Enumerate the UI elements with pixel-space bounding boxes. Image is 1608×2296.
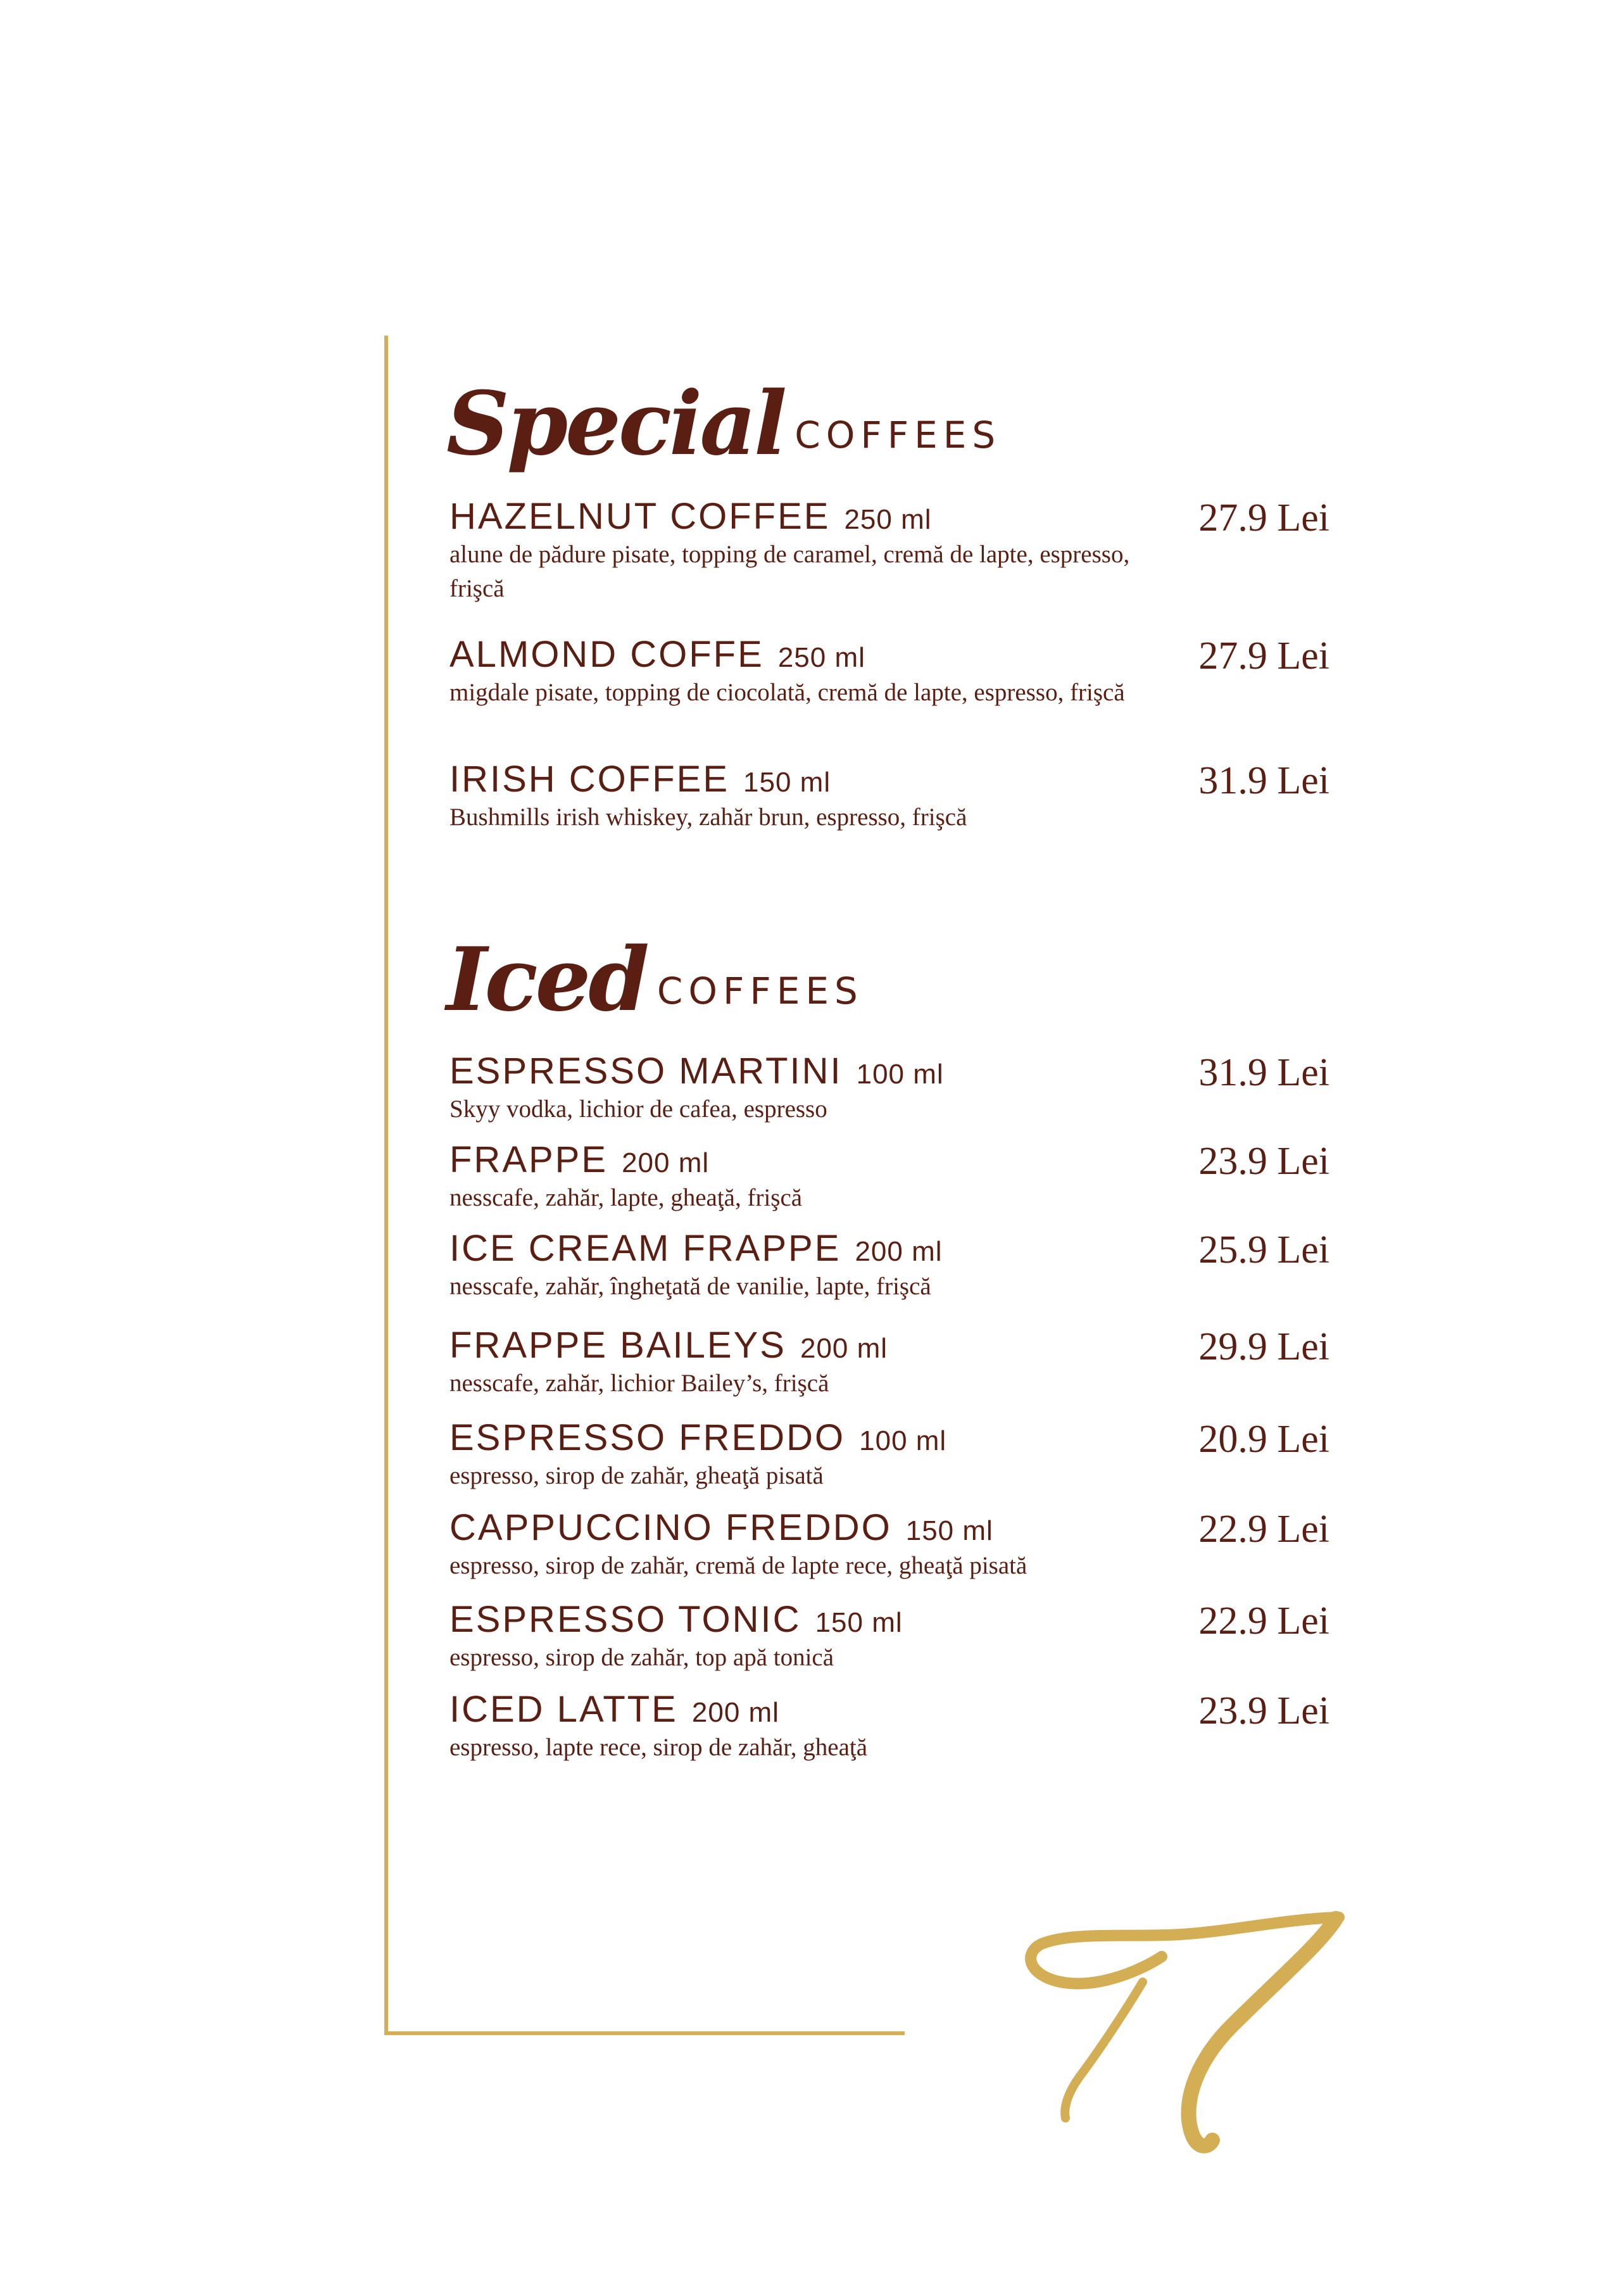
section-caps-title: COFFEES [795, 413, 1002, 457]
item-description: nesscafe, zahăr, lichior Bailey’s, frişcă [449, 1370, 829, 1397]
item-volume: 250 ml [777, 642, 865, 673]
gold-frame-vertical-line [384, 336, 388, 2035]
menu-item [449, 1507, 1329, 1583]
item-description: migdale pisate, topping de ciocolată, cremă de lapte, espresso, frişcă [449, 679, 1125, 706]
menu-item [449, 761, 1329, 835]
gold-flourish-logo-icon [1022, 1906, 1352, 2159]
menu-item [449, 1139, 1329, 1215]
menu-item [449, 1050, 1329, 1126]
item-description: Bushmills irish whiskey, zahăr brun, espresso, frişcă [449, 804, 967, 831]
item-name: FRAPPE BAILEYS [449, 1325, 786, 1366]
item-price: 25.9 Lei [1198, 1228, 1329, 1271]
menu-item [449, 1691, 1329, 1765]
item-name: ESPRESSO TONIC [449, 1599, 801, 1640]
item-description: alune de pădure pisate, topping de caramel, cremă de lapte, espresso, frişcă [449, 541, 1130, 602]
menu-item [449, 1417, 1329, 1493]
section-script-title: Special [446, 372, 785, 475]
item-price: 22.9 Lei [1198, 1508, 1329, 1551]
item-description: espresso, lapte rece, sirop de zahăr, gheaţă [449, 1734, 868, 1761]
item-price: 29.9 Lei [1198, 1325, 1329, 1368]
menu-item [449, 1230, 1329, 1304]
menu-item [449, 1327, 1329, 1401]
item-description: nesscafe, zahăr, îngheţată de vanilie, lapte, frişcă [449, 1273, 931, 1300]
item-volume: 100 ml [856, 1059, 944, 1090]
section-heading-special [446, 372, 1002, 475]
item-name: ESPRESSO MARTINI [449, 1050, 843, 1092]
item-volume: 200 ml [800, 1333, 888, 1364]
menu-item [449, 498, 1329, 606]
item-description: Skyy vodka, lichior de cafea, espresso [449, 1095, 827, 1123]
item-volume: 250 ml [844, 504, 932, 535]
item-volume: 200 ml [622, 1147, 710, 1178]
item-price: 23.9 Lei [1198, 1140, 1329, 1183]
menu-item [449, 1601, 1329, 1675]
item-price: 31.9 Lei [1198, 759, 1329, 802]
item-name: ICE CREAM FRAPPE [449, 1228, 841, 1269]
item-volume: 100 ml [859, 1425, 947, 1456]
item-description: nesscafe, zahăr, lapte, gheaţă, frişcă [449, 1184, 803, 1211]
item-volume: 150 ml [743, 767, 831, 798]
item-name: CAPPUCCINO FREDDO [449, 1507, 892, 1548]
item-volume: 200 ml [691, 1697, 779, 1728]
item-description: espresso, sirop de zahăr, cremă de lapte rece, gheaţă pisată [449, 1552, 1027, 1579]
item-price: 20.9 Lei [1198, 1418, 1329, 1461]
item-volume: 150 ml [815, 1607, 903, 1638]
item-name: ESPRESSO FREDDO [449, 1417, 846, 1458]
item-volume: 200 ml [855, 1236, 943, 1267]
item-price: 23.9 Lei [1198, 1689, 1329, 1732]
item-name: ALMOND COFFE [449, 634, 764, 675]
section-caps-title: COFFEES [656, 969, 864, 1012]
item-name: HAZELNUT COFFEE [449, 496, 831, 537]
item-name: ICED LATTE [449, 1689, 678, 1730]
gold-frame-horizontal-line [384, 2031, 905, 2035]
item-description: espresso, sirop de zahăr, top apă tonică [449, 1644, 834, 1671]
item-price: 27.9 Lei [1198, 634, 1329, 678]
section-heading-iced [446, 928, 864, 1031]
item-volume: 150 ml [905, 1515, 993, 1546]
item-description: espresso, sirop de zahăr, gheaţă pisată [449, 1462, 824, 1489]
item-name: IRISH COFFEE [449, 759, 730, 800]
item-price: 22.9 Lei [1198, 1599, 1329, 1643]
item-price: 31.9 Lei [1198, 1051, 1329, 1094]
section-script-title: Iced [446, 928, 647, 1031]
item-name: FRAPPE [449, 1139, 608, 1180]
item-price: 27.9 Lei [1198, 496, 1329, 539]
menu-item [449, 636, 1329, 710]
